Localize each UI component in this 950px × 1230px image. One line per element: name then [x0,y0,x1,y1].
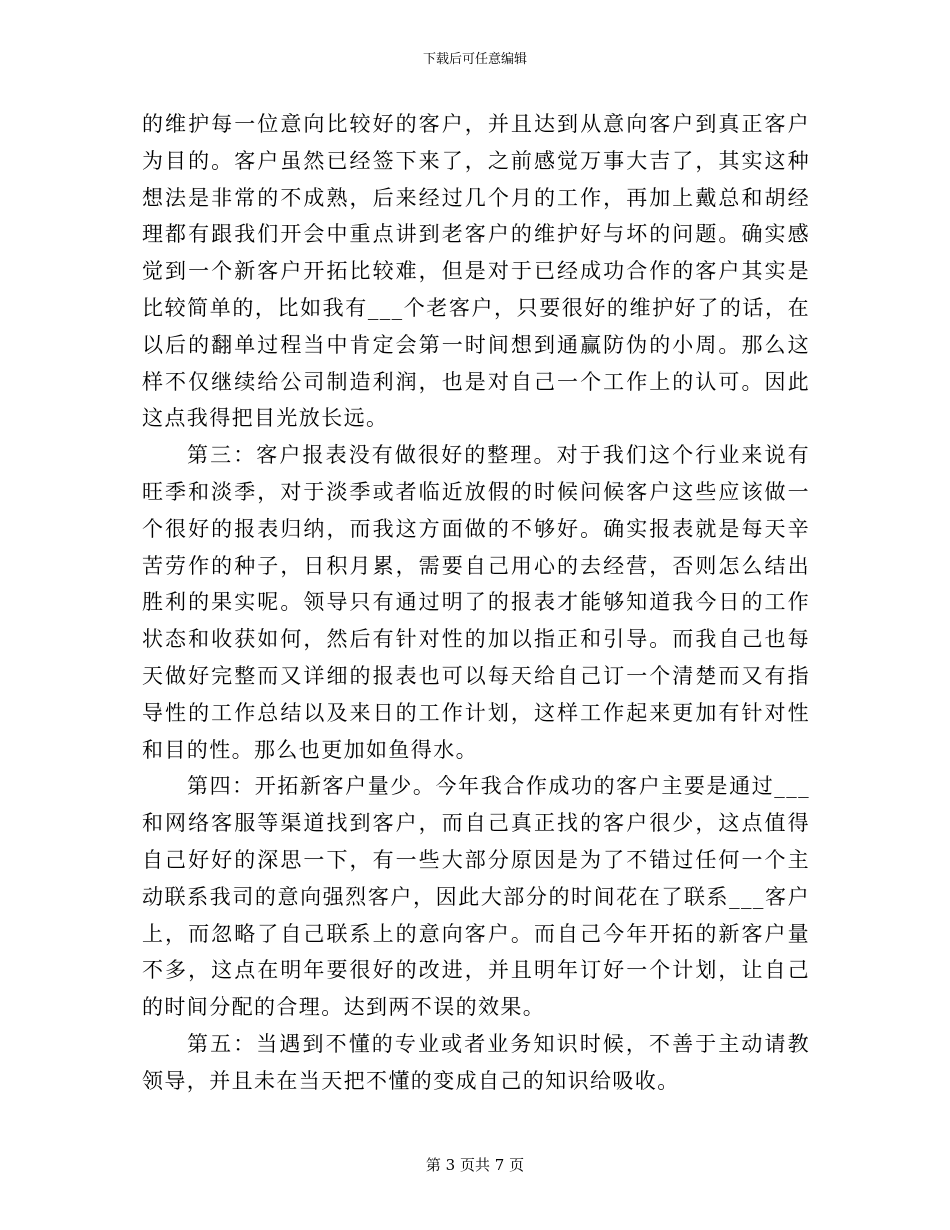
paragraph-point-five: 第五：当遇到不懂的专业或者业务知识时候，不善于主动请教领导，并且未在当天把不懂的变成自己的知识给吸收。 [142,1031,810,1093]
paragraph-point-three: 第三：客户报表没有做很好的整理。对于我们这个行业来说有旺季和淡季，对于淡季或者临近放假的时候问候客户这些应该做一个很好的报表归纳，而我这方面做的不够好。确实报表就是每天辛苦劳作的种子，日积月累，需要自己用心的去经营，否则怎么结出胜利的果实呢。领导只有通过明了的报表才能够知道我今日的工作状态和收获如何，然后有针对性的加以指正和引导。而我自己也每天做好完整而又详细的报表也可以每天给自己订一个清楚而又有指导性的工作总结以及来日的工作计划，这样工作起来更加有针对性和目的性。那么也更加如鱼得水。 [142,443,810,762]
page-footer: 第 3 页共 7 页 [425,1156,525,1174]
paragraph-continuation: 的维护每一位意向比较好的客户，并且达到从意向客户到真正客户为目的。客户虽然已经签下来了，之前感觉万事大吉了，其实这种想法是非常的不成熟，后来经过几个月的工作，再加上戴总和胡经理都有跟我们开会中重点讲到老客户的维护好与坏的问题。确实感觉到一个新客户开拓比较难，但是对于已经成功合作的客户其实是比较简单的，比如我有___个老客户，只要很好的维护好了的话，在以后的翻单过程当中肯定会第一时间想到通赢防伪的小周。那么这样不仅继续给公司制造利润，也是对自己一个工作上的认可。因此这点我得把目光放长远。 [142,112,810,431]
paragraph-point-four: 第四：开拓新客户量少。今年我合作成功的客户主要是通过___和网络客服等渠道找到客户，而自己真正找的客户很少，这点值得自己好好的深思一下，有一些大部分原因是为了不错过任何一个主动联系我司的意向强烈客户，因此大部分的时间花在了联系___客户上，而忽略了自己联系上的意向客户。而自己今年开拓的新客户量不多，这点在明年要很好的改进，并且明年订好一个计划，让自己的时间分配的合理。达到两不误的效果。 [142,774,810,1020]
document-body [142,106,810,1100]
page-header: 下载后可任意编辑 [422,52,527,67]
